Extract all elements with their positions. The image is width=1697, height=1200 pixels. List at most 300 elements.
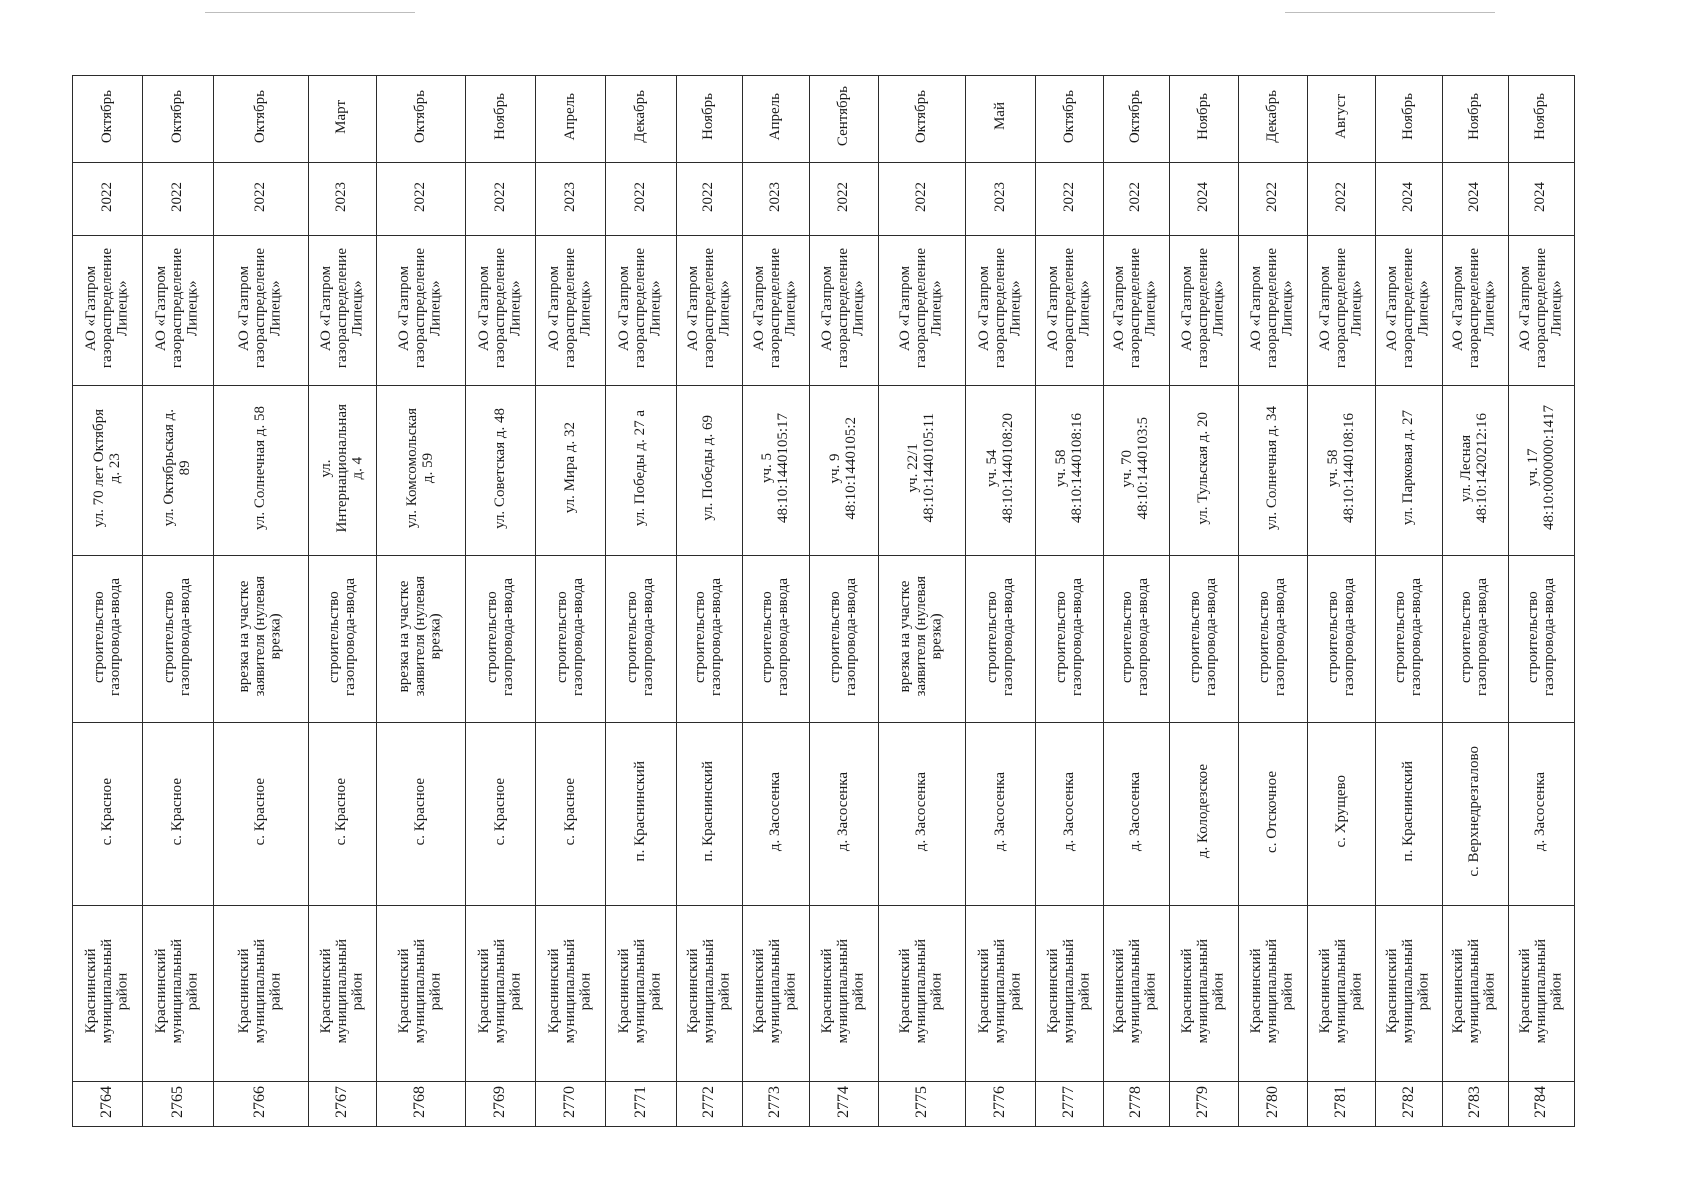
cell-no xyxy=(536,1082,606,1127)
cell-no xyxy=(376,1082,465,1127)
cell-year xyxy=(1508,163,1574,236)
year-text: 2024 xyxy=(1466,181,1483,212)
cell-address xyxy=(308,386,376,556)
field-band-work xyxy=(73,556,1575,723)
org-text: АО «Газпром газораспределение Липецк» xyxy=(546,247,594,369)
cell-month xyxy=(1103,76,1169,163)
month-text: Август xyxy=(1332,94,1349,139)
cell-org xyxy=(73,236,143,386)
district-text: Краснинский муниципальный район xyxy=(616,938,664,1044)
no-text: 2778 xyxy=(1126,1085,1144,1118)
cell-month xyxy=(1036,76,1103,163)
year-text: 2022 xyxy=(98,181,115,212)
cell-district xyxy=(308,906,376,1082)
cell-locality xyxy=(1442,723,1508,906)
cell-month xyxy=(1308,76,1376,163)
locality-text: с. Красное xyxy=(98,777,115,846)
cell-no xyxy=(1036,1082,1103,1127)
cell-address xyxy=(1508,386,1574,556)
locality-text: д. Засосенка xyxy=(835,771,852,852)
work-text: врезка на участке заявителя (нулевая врезка) xyxy=(897,576,945,697)
cell-month xyxy=(676,76,742,163)
cell-work xyxy=(536,556,606,723)
cell-org xyxy=(536,236,606,386)
month-text: Октябрь xyxy=(1060,89,1077,144)
cell-no xyxy=(73,1082,143,1127)
cell-no xyxy=(1169,1082,1238,1127)
cell-locality xyxy=(1508,723,1574,906)
district-text: Краснинский муниципальный район xyxy=(475,938,524,1044)
cell-address xyxy=(1376,386,1442,556)
cell-district xyxy=(536,906,606,1082)
cell-work xyxy=(1238,556,1307,723)
cell-year xyxy=(676,163,742,236)
cell-org xyxy=(1376,236,1442,386)
cell-locality xyxy=(606,723,676,906)
org-text: АО «Газпром газораспределение Липецк» xyxy=(976,247,1024,369)
cell-month xyxy=(1442,76,1508,163)
cell-no xyxy=(742,1082,809,1127)
locality-text: д. Засосенка xyxy=(766,771,783,852)
cell-work xyxy=(1508,556,1574,723)
year-text: 2022 xyxy=(1127,181,1144,212)
no-text: 2771 xyxy=(631,1085,649,1118)
no-text: 2775 xyxy=(912,1085,930,1118)
cell-locality xyxy=(376,723,465,906)
cell-org xyxy=(1508,236,1574,386)
locality-text: п. Краснинский xyxy=(1400,761,1417,862)
cell-no xyxy=(308,1082,376,1127)
cell-locality xyxy=(143,723,213,906)
cell-locality xyxy=(1103,723,1169,906)
address-text: ул. Победы д. 27 а xyxy=(632,409,649,527)
cell-month xyxy=(809,76,878,163)
cell-locality xyxy=(676,723,742,906)
work-text: строительство газопровода-ввода xyxy=(624,577,656,696)
cell-year xyxy=(1238,163,1307,236)
cell-work xyxy=(1036,556,1103,723)
cell-no xyxy=(1508,1082,1574,1127)
address-text: уч. 22/1 48:10:1440105:11 xyxy=(905,413,938,523)
month-text: Ноябрь xyxy=(700,93,717,140)
cell-work xyxy=(308,556,376,723)
cell-district xyxy=(606,906,676,1082)
month-text: Сентябрь xyxy=(835,86,852,147)
cell-org xyxy=(1036,236,1103,386)
org-text: АО «Газпром газораспределение Липецк» xyxy=(1044,247,1093,369)
org-text: АО «Газпром газораспределение Липецк» xyxy=(475,247,524,369)
cell-address xyxy=(143,386,213,556)
year-text: 2023 xyxy=(991,181,1008,212)
cell-address xyxy=(213,386,308,556)
district-text: Краснинский муниципальный район xyxy=(1248,938,1296,1044)
scan-artifact xyxy=(1285,12,1495,13)
cell-no xyxy=(1442,1082,1508,1127)
address-text: уч. 5 48:10:1440105:17 xyxy=(759,412,791,523)
cell-month xyxy=(879,76,966,163)
month-text: Декабрь xyxy=(1264,90,1281,143)
work-text: строительство газопровода-ввода xyxy=(90,577,123,696)
district-text: Краснинский муниципальный район xyxy=(897,938,945,1044)
no-text: 2765 xyxy=(168,1085,186,1118)
district-text: Краснинский муниципальный район xyxy=(1111,938,1159,1044)
district-text: Краснинский муниципальный район xyxy=(976,938,1024,1044)
cell-month xyxy=(143,76,213,163)
cell-district xyxy=(966,906,1036,1082)
cell-district xyxy=(879,906,966,1082)
cell-year xyxy=(1376,163,1442,236)
no-text: 2784 xyxy=(1531,1085,1549,1118)
no-text: 2772 xyxy=(699,1085,717,1118)
cell-no xyxy=(809,1082,878,1127)
month-text: Ноябрь xyxy=(1400,93,1417,140)
cell-no xyxy=(213,1082,308,1127)
cell-month xyxy=(73,76,143,163)
cell-locality xyxy=(1036,723,1103,906)
year-text: 2022 xyxy=(913,181,930,212)
address-text: ул. Лесная 48:10:1420212:16 xyxy=(1458,412,1491,523)
cell-no xyxy=(1103,1082,1169,1127)
cell-no xyxy=(676,1082,742,1127)
field-band-month xyxy=(73,76,1575,163)
cell-address xyxy=(73,386,143,556)
locality-text: д. Засосенка xyxy=(913,771,930,852)
work-text: строительство газопровода-ввода xyxy=(325,577,358,696)
cell-org xyxy=(879,236,966,386)
cell-no xyxy=(1308,1082,1376,1127)
locality-text: с. Красное xyxy=(411,777,428,846)
cell-work xyxy=(1308,556,1376,723)
locality-text: с. Красное xyxy=(561,777,578,846)
cell-month xyxy=(606,76,676,163)
cell-district xyxy=(143,906,213,1082)
registry-table xyxy=(72,75,1575,1127)
cell-address xyxy=(809,386,878,556)
cell-org xyxy=(213,236,308,386)
district-text: Краснинский муниципальный район xyxy=(1044,938,1093,1044)
cell-district xyxy=(1103,906,1169,1082)
field-band-district xyxy=(73,906,1575,1082)
address-text: ул. Солнечная д. 34 xyxy=(1264,406,1281,530)
cell-month xyxy=(742,76,809,163)
address-text: ул. Солнечная д. 58 xyxy=(251,406,268,530)
cell-no xyxy=(465,1082,535,1127)
work-text: строительство газопровода-ввода xyxy=(1458,577,1491,696)
cell-address xyxy=(465,386,535,556)
locality-text: д. Засосенка xyxy=(1060,771,1077,852)
work-text: строительство газопровода-ввода xyxy=(483,577,516,696)
district-text: Краснинский муниципальный район xyxy=(1450,938,1498,1044)
year-text: 2024 xyxy=(1194,181,1211,212)
cell-month xyxy=(966,76,1036,163)
cell-month xyxy=(1376,76,1442,163)
cell-year xyxy=(966,163,1036,236)
work-text: строительство газопровода-ввода xyxy=(1325,577,1357,696)
locality-text: с. Красное xyxy=(169,777,186,846)
year-text: 2022 xyxy=(1060,181,1077,212)
address-text: ул. Мира д. 32 xyxy=(561,422,578,514)
cell-org xyxy=(1308,236,1376,386)
cell-org xyxy=(1169,236,1238,386)
cell-month xyxy=(1238,76,1307,163)
cell-work xyxy=(1169,556,1238,723)
cell-district xyxy=(73,906,143,1082)
cell-year xyxy=(879,163,966,236)
district-text: Краснинский муниципальный район xyxy=(1317,938,1365,1044)
work-text: строительство газопровода-ввода xyxy=(827,577,860,696)
locality-text: д. Колодезское xyxy=(1194,764,1211,859)
work-text: строительство газопровода-ввода xyxy=(1392,577,1424,696)
no-text: 2777 xyxy=(1060,1085,1077,1118)
no-text: 2780 xyxy=(1263,1085,1281,1118)
cell-district xyxy=(465,906,535,1082)
cell-work xyxy=(465,556,535,723)
month-text: Октябрь xyxy=(251,89,268,144)
cell-year xyxy=(1169,163,1238,236)
month-text: Декабрь xyxy=(632,90,649,143)
cell-locality xyxy=(73,723,143,906)
cell-org xyxy=(465,236,535,386)
cell-month xyxy=(1169,76,1238,163)
year-text: 2022 xyxy=(700,181,717,212)
cell-locality xyxy=(809,723,878,906)
locality-text: с. Красное xyxy=(491,777,508,846)
cell-locality xyxy=(536,723,606,906)
scan-artifact xyxy=(205,12,415,13)
no-text: 2774 xyxy=(834,1085,852,1118)
month-text: Октябрь xyxy=(98,89,115,144)
year-text: 2022 xyxy=(1332,181,1349,212)
cell-district xyxy=(1169,906,1238,1082)
month-text: Апрель xyxy=(766,92,783,141)
month-text: Ноябрь xyxy=(1194,93,1211,140)
address-text: ул. Комсомольская д. 59 xyxy=(404,407,436,529)
no-text: 2783 xyxy=(1465,1085,1483,1118)
cell-org xyxy=(143,236,213,386)
cell-address xyxy=(1036,386,1103,556)
cell-work xyxy=(143,556,213,723)
cell-work xyxy=(1103,556,1169,723)
year-text: 2024 xyxy=(1532,181,1549,212)
work-text: строительство газопровода-ввода xyxy=(759,577,791,696)
address-text: ул. Парковая д. 27 xyxy=(1400,410,1417,526)
work-text: врезка на участке заявителя (нулевая врезка) xyxy=(396,576,444,697)
cell-address xyxy=(1442,386,1508,556)
year-text: 2022 xyxy=(1264,181,1281,212)
org-text: АО «Газпром газораспределение Липецк» xyxy=(751,247,799,369)
work-text: строительство газопровода-ввода xyxy=(692,577,725,696)
month-text: Октябрь xyxy=(1127,89,1144,144)
locality-text: п. Краснинский xyxy=(632,761,649,862)
address-text: уч. 17 48:10:0000000:1417 xyxy=(1524,405,1557,531)
cell-no xyxy=(879,1082,966,1127)
org-text: АО «Газпром газораспределение Липецк» xyxy=(1516,247,1565,369)
cell-year xyxy=(536,163,606,236)
district-text: Краснинский муниципальный район xyxy=(235,938,284,1044)
cell-locality xyxy=(1376,723,1442,906)
work-text: врезка на участке заявителя (нулевая врезка) xyxy=(235,576,284,697)
cell-year xyxy=(376,163,465,236)
cell-district xyxy=(676,906,742,1082)
month-text: Май xyxy=(991,102,1008,131)
field-band-year xyxy=(73,163,1575,236)
year-text: 2022 xyxy=(835,181,852,212)
cell-locality xyxy=(308,723,376,906)
cell-locality xyxy=(1238,723,1307,906)
cell-year xyxy=(213,163,308,236)
org-text: АО «Газпром газораспределение Липецк» xyxy=(1111,247,1159,369)
locality-text: с. Хрущево xyxy=(1332,775,1349,848)
cell-month xyxy=(213,76,308,163)
locality-text: с. Красное xyxy=(333,777,350,846)
work-text: строительство газопровода-ввода xyxy=(983,577,1016,696)
org-text: АО «Газпром газораспределение Липецк» xyxy=(1179,247,1227,369)
no-text: 2767 xyxy=(332,1085,350,1118)
cell-address xyxy=(879,386,966,556)
district-text: Краснинский муниципальный район xyxy=(751,938,799,1044)
month-text: Октябрь xyxy=(411,89,428,144)
work-text: строительство газопровода-ввода xyxy=(1524,577,1557,696)
cell-org xyxy=(809,236,878,386)
cell-address xyxy=(1308,386,1376,556)
address-text: уч. 9 48:10:1440105:2 xyxy=(827,416,860,520)
cell-year xyxy=(742,163,809,236)
cell-address xyxy=(536,386,606,556)
cell-district xyxy=(1308,906,1376,1082)
no-text: 2782 xyxy=(1399,1085,1417,1118)
cell-district xyxy=(1376,906,1442,1082)
cell-address xyxy=(1103,386,1169,556)
cell-address xyxy=(742,386,809,556)
cell-district xyxy=(1238,906,1307,1082)
org-text: АО «Газпром газораспределение Липецк» xyxy=(396,247,444,369)
no-text: 2781 xyxy=(1332,1085,1350,1118)
cell-address xyxy=(1238,386,1307,556)
org-text: АО «Газпром газораспределение Липецк» xyxy=(317,247,366,369)
cell-month xyxy=(536,76,606,163)
year-text: 2023 xyxy=(333,181,350,212)
cell-district xyxy=(1508,906,1574,1082)
cell-org xyxy=(606,236,676,386)
locality-text: д. Засосенка xyxy=(1532,771,1549,852)
work-text: строительство газопровода-ввода xyxy=(161,577,193,696)
cell-locality xyxy=(966,723,1036,906)
cell-no xyxy=(606,1082,676,1127)
cell-work xyxy=(879,556,966,723)
cell-org xyxy=(676,236,742,386)
locality-text: п. Краснинский xyxy=(700,761,717,862)
org-text: АО «Газпром газораспределение Липецк» xyxy=(83,247,131,369)
org-text: АО «Газпром газораспределение Липецк» xyxy=(153,247,201,369)
cell-org xyxy=(966,236,1036,386)
cell-address xyxy=(1169,386,1238,556)
address-text: уч. 58 48:10:1440108:16 xyxy=(1052,412,1085,523)
year-text: 2022 xyxy=(411,181,428,212)
district-text: Краснинский муниципальный район xyxy=(1384,938,1432,1044)
field-band-locality xyxy=(73,723,1575,906)
locality-text: д. Засосенка xyxy=(991,771,1008,852)
org-text: АО «Газпром газораспределение Липецк» xyxy=(819,247,867,369)
address-text: уч. 58 48:10:1440108:16 xyxy=(1325,412,1357,523)
address-text: ул. Тульская д. 20 xyxy=(1194,411,1211,525)
address-text: уч. 54 48:10:1440108:20 xyxy=(983,412,1016,523)
cell-work xyxy=(676,556,742,723)
cell-year xyxy=(1308,163,1376,236)
cell-locality xyxy=(213,723,308,906)
month-text: Ноябрь xyxy=(1532,93,1549,140)
cell-org xyxy=(1103,236,1169,386)
cell-month xyxy=(1508,76,1574,163)
cell-work xyxy=(213,556,308,723)
address-text: ул. Победы д. 69 xyxy=(700,415,717,521)
org-text: АО «Газпром газораспределение Липецк» xyxy=(1450,247,1498,369)
address-text: ул. Интернациональная д. 4 xyxy=(317,403,366,533)
cell-year xyxy=(606,163,676,236)
cell-locality xyxy=(1308,723,1376,906)
cell-no xyxy=(1238,1082,1307,1127)
district-text: Краснинский муниципальный район xyxy=(83,938,131,1044)
cell-no xyxy=(143,1082,213,1127)
cell-locality xyxy=(879,723,966,906)
cell-year xyxy=(809,163,878,236)
cell-year xyxy=(1103,163,1169,236)
cell-work xyxy=(606,556,676,723)
cell-year xyxy=(1442,163,1508,236)
cell-work xyxy=(742,556,809,723)
cell-locality xyxy=(742,723,809,906)
cell-org xyxy=(1238,236,1307,386)
cell-work xyxy=(376,556,465,723)
cell-district xyxy=(1036,906,1103,1082)
cell-year xyxy=(465,163,535,236)
cell-address xyxy=(606,386,676,556)
month-text: Апрель xyxy=(561,92,578,141)
cell-work xyxy=(1376,556,1442,723)
work-text: строительство газопровода-ввода xyxy=(553,577,586,696)
cell-org xyxy=(376,236,465,386)
year-text: 2022 xyxy=(491,181,508,212)
district-text: Краснинский муниципальный район xyxy=(819,938,867,1044)
year-text: 2023 xyxy=(766,181,783,212)
year-text: 2023 xyxy=(561,181,578,212)
work-text: строительство газопровода-ввода xyxy=(1256,577,1289,696)
cell-district xyxy=(213,906,308,1082)
district-text: Краснинский муниципальный район xyxy=(684,938,733,1044)
no-text: 2776 xyxy=(991,1085,1009,1118)
no-text: 2769 xyxy=(491,1085,508,1118)
cell-no xyxy=(966,1082,1036,1127)
work-text: строительство газопровода-ввода xyxy=(1052,577,1085,696)
cell-address xyxy=(376,386,465,556)
field-band-no xyxy=(73,1082,1575,1127)
month-text: Ноябрь xyxy=(1466,93,1483,140)
cell-work xyxy=(73,556,143,723)
org-text: АО «Газпром газораспределение Липецк» xyxy=(616,247,664,369)
field-band-org xyxy=(73,236,1575,386)
month-text: Март xyxy=(333,99,350,134)
no-text: 2766 xyxy=(251,1085,269,1118)
district-text: Краснинский муниципальный район xyxy=(1516,938,1565,1044)
org-text: АО «Газпром газораспределение Липецк» xyxy=(897,247,945,369)
locality-text: с. Отскочное xyxy=(1264,770,1281,853)
locality-text: д. Засосенка xyxy=(1127,771,1144,852)
cell-month xyxy=(376,76,465,163)
cell-work xyxy=(966,556,1036,723)
work-text: строительство газопровода-ввода xyxy=(1187,577,1219,696)
cell-month xyxy=(465,76,535,163)
cell-org xyxy=(308,236,376,386)
district-text: Краснинский муниципальный район xyxy=(546,938,594,1044)
